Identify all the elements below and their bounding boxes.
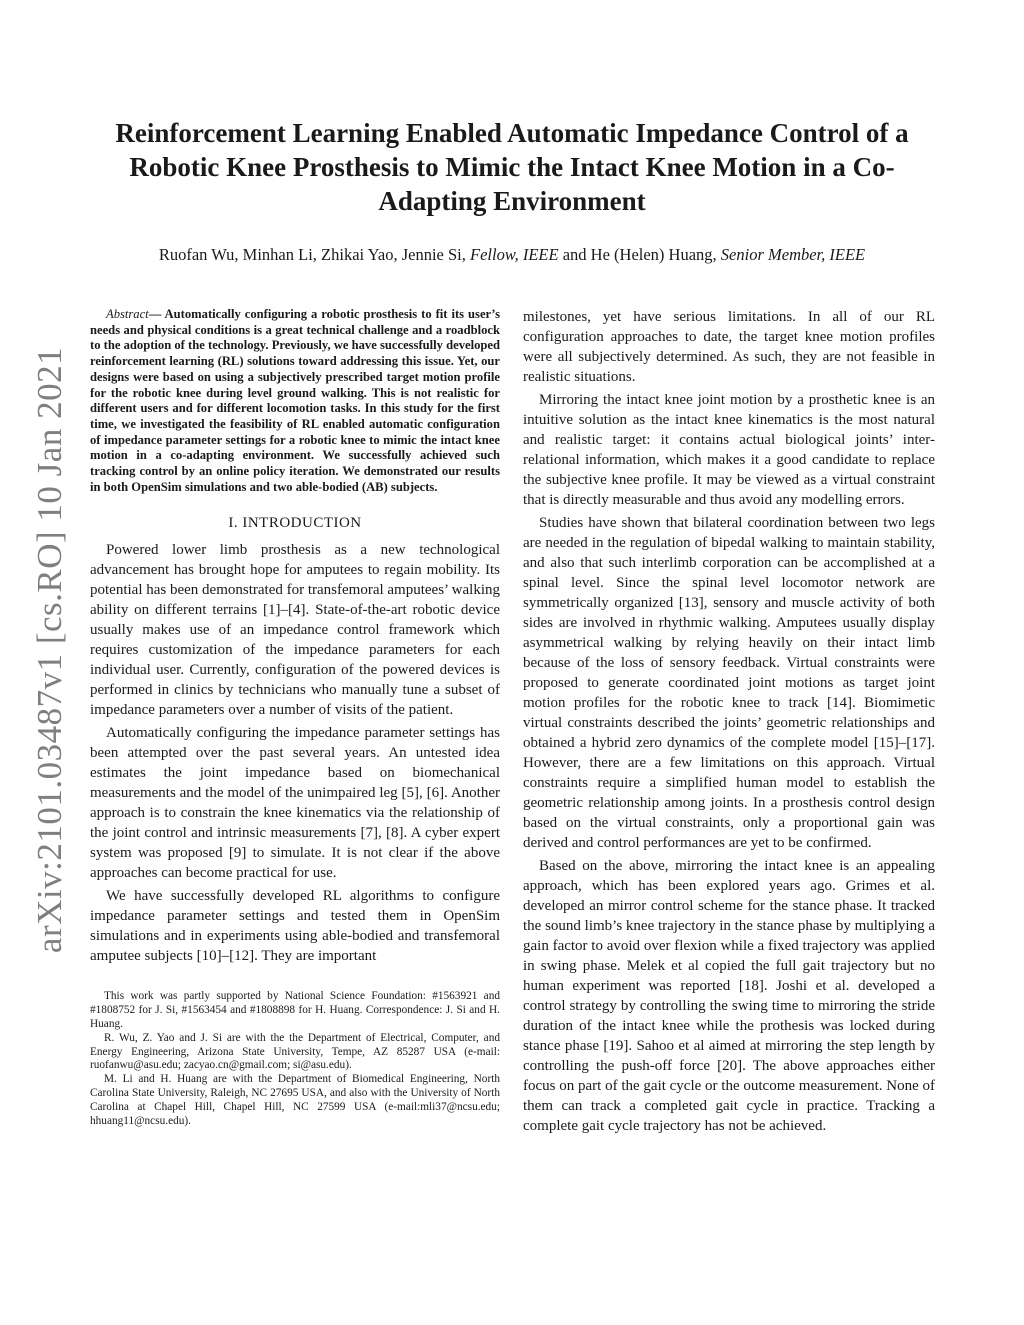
abstract-body: — Automatically configuring a robotic prosthesis to fit its user’s needs and physical conditions is a great technical challenge and a roadblock to the adoption of the technology. Previously, we have successfully developed reinforcement learning (RL) solutions toward addressing this issue. Yet, our designs were based on using a subjectively prescribed target motion profile for the robotic knee during level ground walking. This is not realistic for different users and for different locomotion tasks. In this study for the first time, we investigated the feasibility of RL enabled automatic configuration of impedance parameter settings for a robotic knee to mimic the intact knee motion in a co-adapting environment. We successfully achieved such tracking control by an online policy iteration. We demonstrated our results in both OpenSim simulations and two able-bodied (AB) subjects. (90, 307, 500, 494)
footnote-funding: This work was partly supported by National Science Foundation: #1563921 and #1808752 for J. Si, #1563454 and #1808898 for H. Huang. Correspondence: J. Si and H. Huang. (90, 990, 500, 1031)
footnote-affiliation-ncsu: M. Li and H. Huang are with the Department of Biomedical Engineering, North Carolina State University, Raleigh, NC 27695 USA, and also with the University of North Carolina at Chapel Hill, Chapel Hill, NC 27599 USA (e-mail:mli37@ncsu.edu; hhuang11@ncsu.edu). (90, 1073, 500, 1127)
body-paragraph: Studies have shown that bilateral coordination between two legs are needed in the regulation of bipedal walking to maintain stability, and also that such interlimb corporation can be accomplished at a spinal level. Since the spinal level locomotor network are symmetrically organized [13], sensory and muscle activity of both sides are involved in rhythmic walking. Amputees usually display asymmetrical walking by relying heavily on their intact limb because of the loss of sensory feedback. Virtual constraints were proposed to generate coordinated joint motions as target joint motion profiles for the robotic knee to track [14]. Biomimetic virtual constraints described the joints’ geometric relationships and obtained a hybrid zero dynamics of the complete model [15]–[17]. However, there are a few limitations on this approach. Virtual constraints require a simplified human model to establish the geometric relationship among joints. In a prosthesis control design based on the virtual constraints, only a proportional gain was derived and control performances are yet to be confirmed. (523, 515, 935, 851)
footnotes (90, 990, 500, 1128)
intro-paragraph: We have successfully developed RL algorithms to configure impedance parameter settings and tested them in OpenSim simulations and in experiments using able-bodied and transfemoral amputee subjects [10]–[12]. They are important (90, 888, 500, 965)
authors-fellow-title: Fellow, IEEE (470, 245, 559, 264)
abstract-label: Abstract (106, 307, 149, 321)
left-column (90, 307, 500, 1128)
authors-senior-title: Senior Member, IEEE (720, 245, 866, 264)
abstract (90, 307, 500, 495)
body-paragraph: Mirroring the intact knee joint motion by a prosthetic knee is an intuitive solution as the intact knee kinematics is the most natural and realistic target: it contains actual biological joints’ inter-relational information, which makes it a good candidate to replace the subjective knee profile. It may be viewed as a virtual constraint that is directly measurable and thus avoid any modelling errors. (523, 392, 935, 508)
author-list (60, 244, 964, 266)
body-paragraph: Based on the above, mirroring the intact knee is an appealing approach, which has been explored years ago. Grimes et al. developed an mirror control scheme for the stance phase. It tracked the sound limb’s knee trajectory in the stance phase by multiplying a gain factor to avoid over flexion while a fixed trajectory was applied in swing phase. Melek et al copied the full gait trajectory but no human experiment was reported [18]. Joshi et al. developed a control strategy by controlling the swing time to mirroring the stride duration of the intact knee while the prothesis was locked during stance phase [19]. Sahoo et al aimed at mirroring the step length by controlling the push-off force [20]. The above approaches either focus on part of the gait cycle or the outcome measurement. None of them can track a completed gait cycle in practice. Tracking a complete gait cycle trajectory has not be achieved. (523, 858, 935, 1134)
footnote-affiliation-asu: R. Wu, Z. Yao and J. Si are with the the Department of Electrical, Computer, and Energy Engineering, Arizona State University, Tempe, AZ 85287 USA (e-mail: ruofanwu@asu.edu; zacyao.cn@gmail.com; si@asu.edu). (90, 1031, 500, 1072)
continued-paragraph: milestones, yet have serious limitations. In all of our RL configuration approaches to date, the target knee motion profiles were all subjectively determined. As such, they are not feasible in realistic situations. (523, 309, 935, 385)
right-column (523, 307, 935, 1139)
intro-paragraph: Automatically configuring the impedance parameter settings has been attempted over the past several years. An untested idea estimates the joint impedance based on biomechanical measurements and the model of the unimpaired leg [5], [6]. Another approach is to constrain the knee kinematics via the relationship of the joint control and intrinsic measurements [7], [8]. A cyber expert system was proposed [9] to simulate. It is not clear if the above approaches can become practical for use. (90, 725, 500, 882)
intro-paragraph: Powered lower limb prosthesis as a new technological advancement has brought hope for amputees to regain mobility. Its potential has been demonstrated for transfemoral amputees’ walking ability on different terrains [1]–[4]. State-of-the-art robotic device usually makes use of an impedance control framework which requires customization of the impedance parameters for each individual user. Currently, configuration of the powered devices is performed in clinics by technicians who manually tune a subset of impedance parameters over a number of visits of the patient. (90, 542, 500, 719)
section-heading-introduction: I. INTRODUCTION (228, 515, 362, 532)
arxiv-identifier-watermark: arXiv:2101.03487v1 [cs.RO] 10 Jan 2021 (30, 346, 69, 954)
authors-names-2: and He (Helen) Huang, (558, 245, 721, 264)
authors-names-1: Ruofan Wu, Minhan Li, Zhikai Yao, Jennie Si, (158, 245, 470, 264)
paper-title: Reinforcement Learning Enabled Automatic Impedance Control of a Robotic Knee Prosthesis to Mimic the Intact Knee Motion in a Co-Adapting Environment (115, 118, 909, 216)
